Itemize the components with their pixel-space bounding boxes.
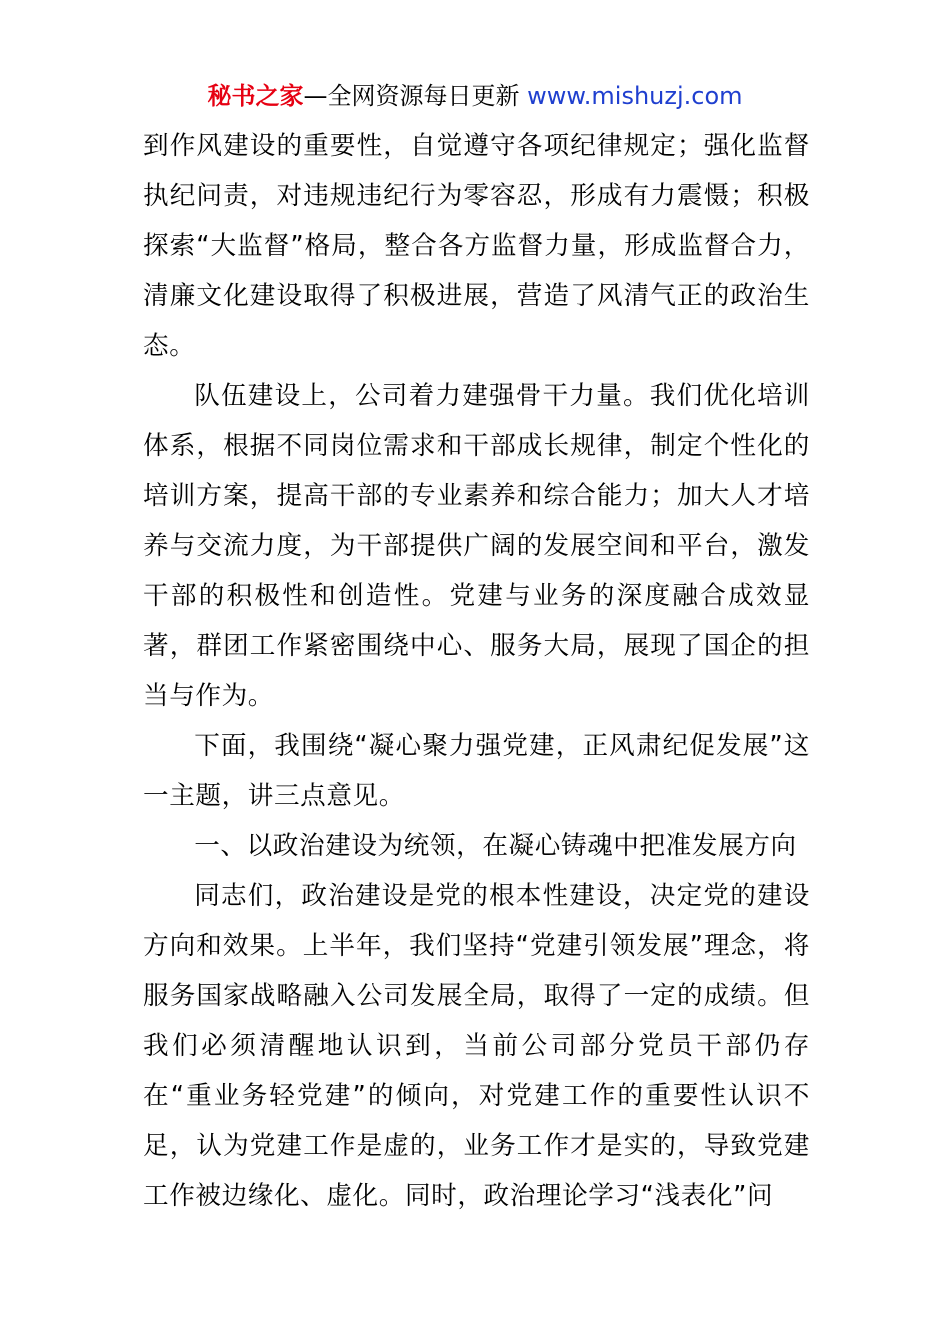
document-body xyxy=(143,121,810,1221)
site-brand: 秘书之家 xyxy=(207,82,304,110)
site-tagline: —全网资源每日更新 xyxy=(303,82,528,110)
site-header xyxy=(0,80,950,112)
paragraph: 队伍建设上，公司着力建强骨干力量。我们优化培训体系，根据不同岗位需求和干部成长规律，制定个性化的培训方案，提高干部的专业素养和综合能力；加大人才培养与交流力度，为干部提供广阔的发展空间和平台，激发干部的积极性和创造性。党建与业务的深度融合成效显著，群团工作紧密围绕中心、服务大局，展现了国企的担当与作为。 xyxy=(143,381,810,711)
paragraph: 同志们，政治建设是党的根本性建设，决定党的建设方向和效果。上半年，我们坚持“党建引领发展”理念，将服务国家战略融入公司发展全局，取得了一定的成绩。但我们必须清醒地认识到，当前公司部分党员干部仍存在“重业务轻党建”的倾向，对党建工作的重要性认识不足，认为党建工作是虚的，业务工作才是实的，导致党建工作被边缘化、虚化。同时，政治理论学习“浅表化”问 xyxy=(143,881,810,1211)
site-url-link[interactable]: www.mishuzj.com xyxy=(527,82,743,110)
paragraph-continued: 到作风建设的重要性，自觉遵守各项纪律规定；强化监督执纪问责，对违规违纪行为零容忍，形成有力震慑；积极探索“大监督”格局，整合各方监督力量，形成监督合力，清廉文化建设取得了积极进展，营造了风清气正的政治生态。 xyxy=(143,131,810,361)
section-heading: 一、以政治建设为统领，在凝心铸魂中把准发展方向 xyxy=(194,831,797,861)
paragraph: 下面，我围绕“凝心聚力强党建，正风肃纪促发展”这一主题，讲三点意见。 xyxy=(143,731,810,811)
